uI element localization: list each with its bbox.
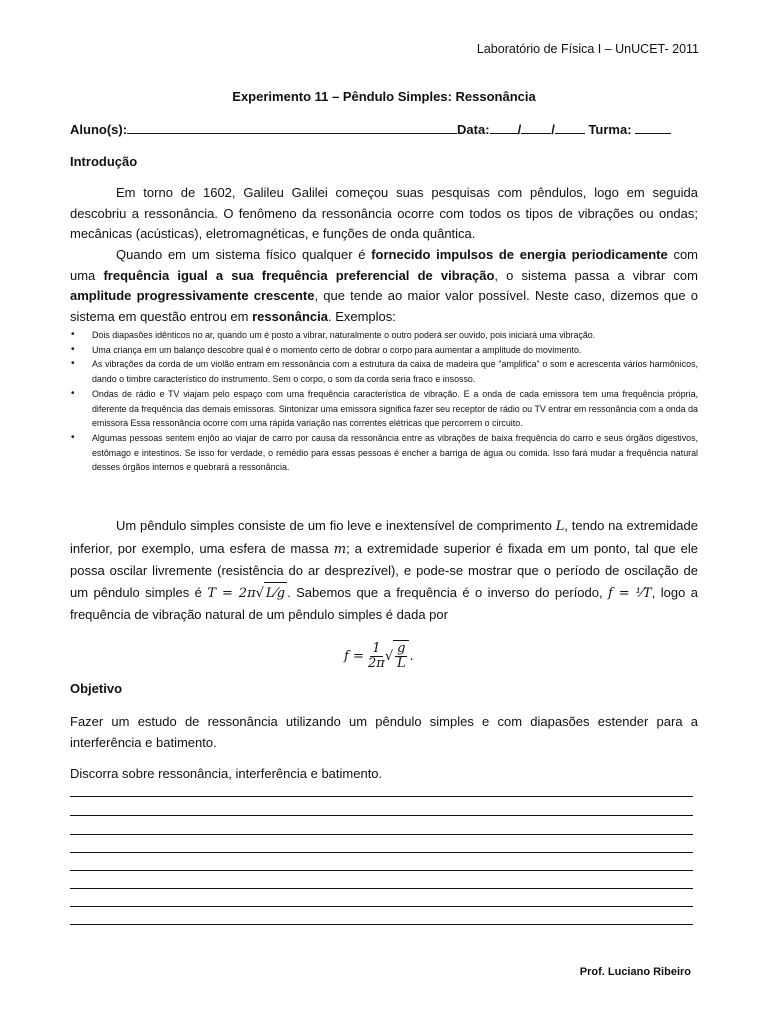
date-slash: / (517, 122, 522, 137)
frequency-formula: f = ¹⁄T (608, 585, 652, 601)
intro-heading: Introdução (70, 154, 138, 169)
list-item: • Uma criança em um balanço descobre qual é o momento certo de dobrar o corpo para aumentar a amplitude do movimento. (70, 343, 698, 358)
list-item: • Ondas de rádio e TV viajam pelo espaço com uma frequência característica de vibração. E a onda de cada emissora tem uma frequência própria, diferente da frequência das demais emissoras. Sintonizar uma emissora significa fazer seu receptor de rádio ou TV entrar em ressonância com a onda da emissora Essa ressonância ocorre com uma rápida variação nas correntes elétricas que percorrem o circuito. (70, 387, 698, 431)
length-symbol: L (555, 519, 565, 534)
month-blank[interactable] (521, 121, 551, 134)
year-blank[interactable] (555, 121, 585, 134)
professor-name: Prof. Luciano Ribeiro (579, 966, 691, 978)
answer-line[interactable] (70, 888, 693, 889)
intro-paragraph-2: Quando em um sistema físico qualquer é fornecido impulsos de energia periodicamente com uma frequência igual a sua frequência preferencial de vibração, o sistema passa a vibrar com amplitude progressivamente crescente, que tende ao maior valor possível. Neste caso, dizemos que o sistema em questão entrou em ressonância. Exemplos: (70, 247, 699, 324)
answer-line[interactable] (70, 834, 693, 835)
list-item: • As vibrações da corda de um violão entram em ressonância com a estrutura da caixa de madeira que "amplifica" o som e acrescenta vários harmônicos, dando o timbre característico do instrumento. Sem o corpo, o som da corda seria fraco e insosso. (70, 357, 698, 386)
intro-paragraph-1: Em torno de 1602, Galileu Galilei começou suas pesquisas com pêndulos, logo em seguida descobriu a ressonância. O fenômeno da ressonância ocorre com todos os tipos de vibrações ou ondas; mecânicas (acústicas), eletromagnéticas, e funções de onda quântica. (70, 185, 698, 241)
list-item: • Dois diapasões idênticos no ar, quando um é posto a vibrar, naturalmente o outro poderá ser ouvido, pois iniciará uma vibração. (70, 328, 698, 343)
day-blank[interactable] (490, 121, 518, 134)
answer-line[interactable] (70, 852, 693, 853)
aluno-label: Aluno(s): (70, 122, 128, 137)
period-formula: T = 2π√ L⁄g (207, 586, 287, 601)
answer-line[interactable] (70, 815, 693, 816)
answer-line[interactable] (70, 924, 693, 925)
discussion-prompt: Discorra sobre ressonância, interferência e batimento. (70, 766, 383, 781)
natural-frequency-formula: f = $\frac{1}{2\pi}$ √ $\frac{g}{L}$ . (344, 641, 414, 671)
answer-line[interactable] (70, 796, 693, 797)
objective-heading: Objetivo (70, 681, 123, 696)
date-slash: / (551, 122, 555, 137)
list-item: • Algumas pessoas sentem enjôo ao viajar de carro por causa da ressonância entre as vibrações de baixa frequência do carro e seus órgãos digestivos, estômago e intestinos. Se isso for verdade, o remédio para essas pessoas é encher a barriga de água ou comida. Isso fará mudar a frequência natural desses órgãos internos e quebrará a ressonância. (70, 431, 698, 475)
lab-header: Laboratório de Física I – UnUCET- 2011 (476, 42, 699, 56)
turma-label: Turma: (588, 122, 632, 137)
intro-paragraph-3: Um pêndulo simples consiste de um fio leve e inextensível de comprimento L, tendo na extremidade inferior, por exemplo, uma esfera de massa m; a extremidade superior é fixada em um ponto, tal que ele possa oscilar livremente (resistência do ar desprezível), e pode-se mostrar que o período de oscilação de um pêndulo simples é T = 2π√ L⁄g . Sabemos que a frequência é o inverso do período, f = ¹⁄T, logo a frequência de vibração natural de um pêndulo simples é dada por (70, 518, 699, 622)
objective-text: Fazer um estudo de ressonância utilizando um pêndulo simples e com diapasões estender para a interferência e batimento. (70, 714, 698, 750)
answer-line[interactable] (70, 870, 693, 871)
aluno-blank[interactable] (127, 121, 457, 134)
turma-blank[interactable] (635, 121, 671, 134)
experiment-title: Experimento 11 – Pêndulo Simples: Ressonância (232, 89, 536, 104)
examples-list (70, 328, 698, 475)
answer-line[interactable] (70, 906, 693, 907)
mass-symbol: m (333, 541, 347, 557)
student-info-line (70, 121, 671, 137)
data-label: Data: (457, 122, 490, 137)
